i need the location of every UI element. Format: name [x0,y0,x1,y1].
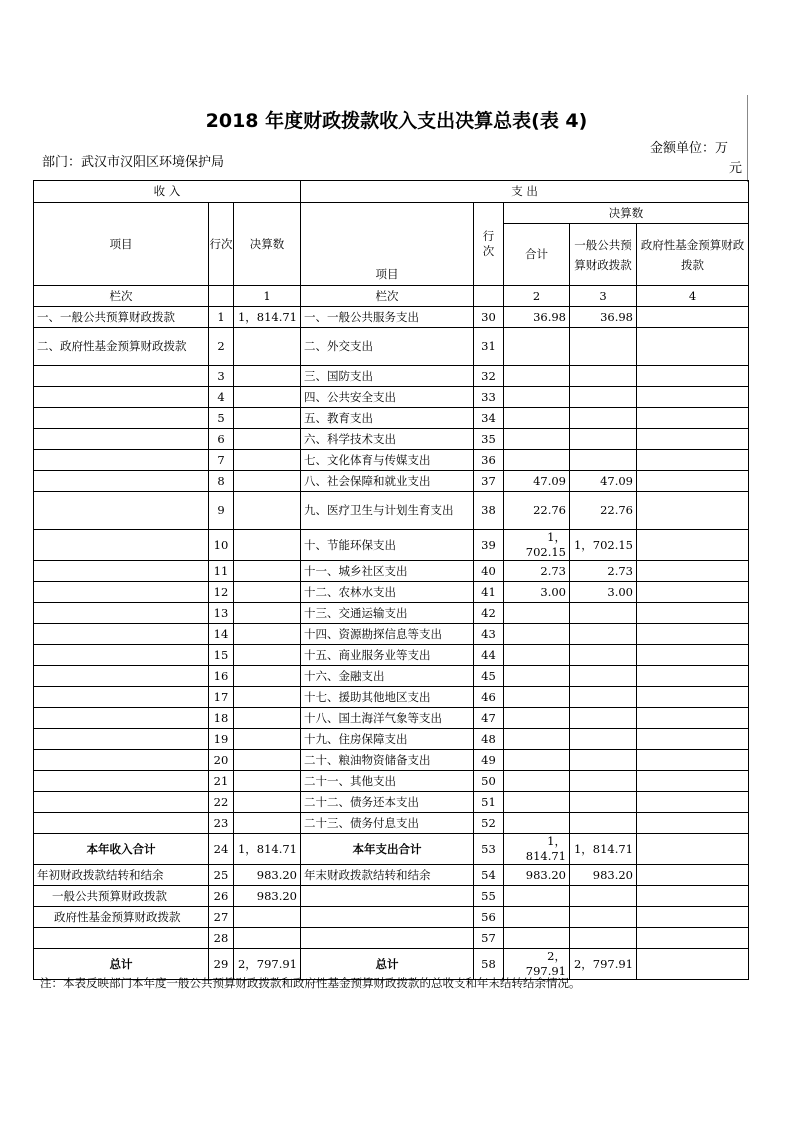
income-amount-cell [234,408,301,429]
income-amount-cell [234,729,301,750]
income-item-cell: 本年收入合计 [34,834,209,865]
income-amount-cell [234,328,301,366]
expense-total-cell [504,813,570,834]
income-amount-cell [234,492,301,530]
expense-item-cell: 十四、资源勘探信息等支出 [301,624,474,645]
expense-fund-cell [637,471,749,492]
expense-fund-cell [637,687,749,708]
expense-general-cell [570,624,637,645]
expense-general-cell: 1，814.71 [570,834,637,865]
expense-line-cell: 53 [474,834,504,865]
income-line-cell: 10 [209,530,234,561]
income-amount-cell [234,624,301,645]
income-col-label: 栏次 [34,286,209,307]
income-line-cell: 16 [209,666,234,687]
expense-fund-cell [637,813,749,834]
table-row [34,450,749,471]
expense-total-cell: 2.73 [504,561,570,582]
expense-general-cell: 1，702.15 [570,530,637,561]
table-row [34,645,749,666]
expense-general-cell: 2，797.91 [570,949,637,980]
income-amount-cell [234,603,301,624]
expense-line-cell: 40 [474,561,504,582]
expense-item-cell [301,907,474,928]
expense-total-cell [504,771,570,792]
income-amount-cell [234,708,301,729]
expense-fund-cell [637,387,749,408]
expense-line-cell: 45 [474,666,504,687]
expense-total-cell: 3.00 [504,582,570,603]
expense-item-cell: 二十三、债务付息支出 [301,813,474,834]
expense-line-cell: 46 [474,687,504,708]
expense-total-cell: 22.76 [504,492,570,530]
income-amount-cell [234,645,301,666]
income-line-cell: 15 [209,645,234,666]
expense-item-cell: 四、公共安全支出 [301,387,474,408]
income-line-cell: 29 [209,949,234,980]
income-item-cell [34,450,209,471]
table-row [34,708,749,729]
expense-col-label: 栏次 [301,286,474,307]
expense-general-cell [570,687,637,708]
expense-line-cell: 57 [474,928,504,949]
income-line-cell: 19 [209,729,234,750]
expense-fund-cell [637,307,749,328]
expense-item-cell: 十九、住房保障支出 [301,729,474,750]
income-item-cell [34,387,209,408]
expense-item-cell: 本年支出合计 [301,834,474,865]
income-item-cell [34,366,209,387]
expense-general-cell [570,771,637,792]
expense-fund-cell [637,603,749,624]
expense-item-cell: 十五、商业服务业等支出 [301,645,474,666]
expense-general-cell [570,750,637,771]
income-item-cell: 总计 [34,949,209,980]
table-row [34,907,749,928]
table-row [34,771,749,792]
expense-total-cell [504,907,570,928]
table-row [34,492,749,530]
expense-fund-cell [637,928,749,949]
expense-line-cell: 33 [474,387,504,408]
expense-general-cell [570,792,637,813]
expense-general-cell: 983.20 [570,865,637,886]
col-number-3: 3 [570,286,637,307]
income-item-header: 项目 [34,203,209,286]
income-line-cell: 8 [209,471,234,492]
department-label: 部门：武汉市汉阳区环境保护局 [42,155,225,170]
expense-general-cell: 3.00 [570,582,637,603]
expense-fund-cell [637,645,749,666]
expense-line-cell: 44 [474,645,504,666]
expense-general-cell [570,729,637,750]
income-line-cell: 21 [209,771,234,792]
income-amount-cell: 983.20 [234,886,301,907]
expense-total-cell [504,792,570,813]
expense-item-cell: 三、国防支出 [301,366,474,387]
expense-total-cell [504,603,570,624]
income-item-cell [34,429,209,450]
expense-fund-cell [637,771,749,792]
income-line-cell: 14 [209,624,234,645]
expense-fund-cell [637,492,749,530]
table-row [34,928,749,949]
expense-general-cell [570,328,637,366]
expense-item-cell: 十三、交通运输支出 [301,603,474,624]
expense-item-cell: 九、医疗卫生与计划生育支出 [301,492,474,530]
table-row [34,387,749,408]
income-item-cell: 政府性基金预算财政拨款 [34,907,209,928]
table-row [34,561,749,582]
income-line-cell: 1 [209,307,234,328]
expense-item-cell: 十八、国土海洋气象等支出 [301,708,474,729]
expense-total-cell [504,687,570,708]
expense-line-cell: 51 [474,792,504,813]
table-row [34,307,749,328]
expense-total-cell: 47.09 [504,471,570,492]
income-line-cell: 26 [209,886,234,907]
expense-line-cell: 42 [474,603,504,624]
expense-total-cell [504,708,570,729]
expense-fund-cell [637,429,749,450]
expense-header: 支 出 [301,181,749,203]
expense-total-cell: 1，702.15 [504,530,570,561]
income-item-cell [34,603,209,624]
income-amount-cell [234,928,301,949]
expense-fund-cell [637,834,749,865]
gov-fund-header: 政府性基金预算财政拨款 [637,224,749,286]
expense-item-cell: 二十二、债务还本支出 [301,792,474,813]
expense-general-cell [570,603,637,624]
income-amount-cell [234,471,301,492]
table-row [34,471,749,492]
income-item-cell [34,492,209,530]
income-item-cell [34,582,209,603]
expense-line-cell: 31 [474,328,504,366]
final-amount-group-header: 决算数 [504,203,749,224]
expense-item-cell: 十六、金融支出 [301,666,474,687]
table-row [34,834,749,865]
expense-line-cell: 47 [474,708,504,729]
expense-item-cell: 十二、农林水支出 [301,582,474,603]
table-row [34,886,749,907]
income-amount-cell: 2，797.91 [234,949,301,980]
table-row [34,687,749,708]
income-item-cell [34,666,209,687]
col-number-2: 2 [504,286,570,307]
expense-line-cell: 37 [474,471,504,492]
expense-total-cell: 983.20 [504,865,570,886]
amount-unit-line2: 元 [728,161,742,176]
col-number-4: 4 [637,286,749,307]
table-row [34,865,749,886]
expense-general-cell [570,645,637,666]
expense-item-cell: 十一、城乡社区支出 [301,561,474,582]
income-item-cell [34,530,209,561]
expense-total-cell: 36.98 [504,307,570,328]
table-row [34,750,749,771]
expense-item-cell: 二十一、其他支出 [301,771,474,792]
expense-item-cell: 二、外交支出 [301,328,474,366]
general-budget-header: 一般公共预算财政拨款 [570,224,637,286]
income-line-cell: 24 [209,834,234,865]
expense-item-cell: 二十、粮油物资储备支出 [301,750,474,771]
income-line-cell: 17 [209,687,234,708]
expense-total-cell [504,366,570,387]
income-amount-cell: 1，814.71 [234,834,301,865]
income-amount-cell [234,792,301,813]
income-item-cell [34,471,209,492]
expense-line-cell: 50 [474,771,504,792]
income-amount-cell [234,666,301,687]
expense-general-cell [570,366,637,387]
expense-line-cell: 35 [474,429,504,450]
expense-line-cell: 58 [474,949,504,980]
expense-general-cell: 47.09 [570,471,637,492]
table-row [34,729,749,750]
income-line-cell: 3 [209,366,234,387]
expense-total-cell [504,450,570,471]
expense-item-cell: 七、文化体育与传媒支出 [301,450,474,471]
income-line-cell: 27 [209,907,234,928]
table-row [34,792,749,813]
table-row [34,328,749,366]
income-line-cell: 20 [209,750,234,771]
income-item-cell [34,813,209,834]
income-amount-cell [234,750,301,771]
expense-total-cell: 1，814.71 [504,834,570,865]
income-item-cell [34,408,209,429]
income-amount-cell [234,907,301,928]
expense-total-cell: 2，797.91 [504,949,570,980]
expense-line-cell: 54 [474,865,504,886]
expense-item-cell: 总计 [301,949,474,980]
expense-line-cell: 30 [474,307,504,328]
income-amount-cell [234,366,301,387]
income-item-cell [34,928,209,949]
expense-general-cell [570,666,637,687]
income-amount-cell [234,582,301,603]
table-row [34,582,749,603]
income-line-cell: 23 [209,813,234,834]
income-line-cell: 13 [209,603,234,624]
income-amount-cell [234,561,301,582]
amount-unit-label [650,139,742,179]
expense-item-cell: 五、教育支出 [301,408,474,429]
expense-general-cell: 2.73 [570,561,637,582]
expense-fund-cell [637,865,749,886]
expense-fund-cell [637,792,749,813]
income-item-cell [34,687,209,708]
expense-general-cell: 22.76 [570,492,637,530]
total-header: 合计 [504,224,570,286]
income-line-cell: 2 [209,328,234,366]
table-row [34,366,749,387]
income-line-cell: 28 [209,928,234,949]
income-item-cell [34,645,209,666]
income-amount-cell [234,387,301,408]
expense-fund-cell [637,750,749,771]
expense-general-cell [570,886,637,907]
table-row [34,429,749,450]
expense-line-cell: 32 [474,366,504,387]
expense-fund-cell [637,624,749,645]
expense-fund-cell [637,530,749,561]
expense-total-cell [504,645,570,666]
empty-cell [474,286,504,307]
income-line-cell: 22 [209,792,234,813]
income-amount-cell [234,771,301,792]
income-item-cell: 一般公共预算财政拨款 [34,886,209,907]
expense-total-cell [504,729,570,750]
expense-line-cell: 43 [474,624,504,645]
finance-summary-table [33,180,749,980]
income-line-cell: 11 [209,561,234,582]
expense-item-cell: 八、社会保障和就业支出 [301,471,474,492]
expense-general-cell [570,708,637,729]
expense-line-cell: 56 [474,907,504,928]
expense-fund-cell [637,949,749,980]
expense-total-cell [504,886,570,907]
expense-total-cell [504,928,570,949]
expense-line-cell: 39 [474,530,504,561]
income-amount-cell [234,429,301,450]
expense-total-cell [504,666,570,687]
income-item-cell: 年初财政拨款结转和结余 [34,865,209,886]
expense-line-cell: 36 [474,450,504,471]
income-item-cell: 二、政府性基金预算财政拨款 [34,328,209,366]
expense-line-header: 行次 [474,203,504,286]
expense-fund-cell [637,666,749,687]
expense-line-cell: 41 [474,582,504,603]
expense-general-cell [570,907,637,928]
expense-total-cell [504,429,570,450]
table-row [34,530,749,561]
expense-general-cell: 36.98 [570,307,637,328]
expense-general-cell [570,429,637,450]
expense-total-cell [504,624,570,645]
footnote: 注：本表反映部门本年度一般公共预算财政拨款和政府性基金预算财政拨款的总收支和年末结转结余情况。 [40,976,581,990]
income-line-header: 行次 [209,203,234,286]
expense-item-cell [301,886,474,907]
expense-line-cell: 55 [474,886,504,907]
col-number-1: 1 [234,286,301,307]
income-line-cell: 5 [209,408,234,429]
table-row [34,408,749,429]
expense-total-cell [504,387,570,408]
income-item-cell [34,729,209,750]
expense-fund-cell [637,907,749,928]
table-row [34,624,749,645]
income-header: 收 入 [34,181,301,203]
income-amount-cell: 1，814.71 [234,307,301,328]
income-amount-cell [234,687,301,708]
expense-general-cell [570,813,637,834]
income-item-cell [34,561,209,582]
expense-fund-cell [637,366,749,387]
expense-item-cell [301,928,474,949]
income-amount-cell: 983.20 [234,865,301,886]
income-line-cell: 4 [209,387,234,408]
expense-line-cell: 49 [474,750,504,771]
expense-total-cell [504,408,570,429]
expense-general-cell [570,408,637,429]
expense-fund-cell [637,450,749,471]
expense-item-cell: 六、科学技术支出 [301,429,474,450]
expense-item-cell: 一、一般公共服务支出 [301,307,474,328]
table-row [34,603,749,624]
income-amount-cell [234,813,301,834]
expense-total-cell [504,328,570,366]
income-line-cell: 25 [209,865,234,886]
expense-line-cell: 48 [474,729,504,750]
expense-line-cell: 34 [474,408,504,429]
expense-line-cell: 52 [474,813,504,834]
expense-general-cell [570,450,637,471]
income-line-cell: 7 [209,450,234,471]
income-amount-cell [234,450,301,471]
amount-unit-line1: 金额单位：万 [650,141,729,156]
income-item-cell [34,750,209,771]
expense-item-cell: 十七、援助其他地区支出 [301,687,474,708]
page-title: 2018 年度财政拨款收入支出决算总表(表 4) [205,110,588,132]
expense-fund-cell [637,408,749,429]
income-line-cell: 9 [209,492,234,530]
income-item-cell [34,792,209,813]
income-line-cell: 12 [209,582,234,603]
table-row [34,813,749,834]
expense-item-header: 项目 [301,203,474,286]
expense-fund-cell [637,886,749,907]
empty-cell [209,286,234,307]
income-item-cell: 一、一般公共预算财政拨款 [34,307,209,328]
expense-total-cell [504,750,570,771]
expense-general-cell [570,928,637,949]
income-item-cell [34,771,209,792]
table-row [34,666,749,687]
income-item-cell [34,624,209,645]
expense-fund-cell [637,729,749,750]
income-line-cell: 6 [209,429,234,450]
expense-fund-cell [637,582,749,603]
income-amount-header: 决算数 [234,203,301,286]
expense-fund-cell [637,561,749,582]
expense-item-cell: 十、节能环保支出 [301,530,474,561]
expense-fund-cell [637,328,749,366]
income-amount-cell [234,530,301,561]
expense-fund-cell [637,708,749,729]
income-line-cell: 18 [209,708,234,729]
expense-general-cell [570,387,637,408]
income-item-cell [34,708,209,729]
expense-line-cell: 38 [474,492,504,530]
expense-item-cell: 年末财政拨款结转和结余 [301,865,474,886]
